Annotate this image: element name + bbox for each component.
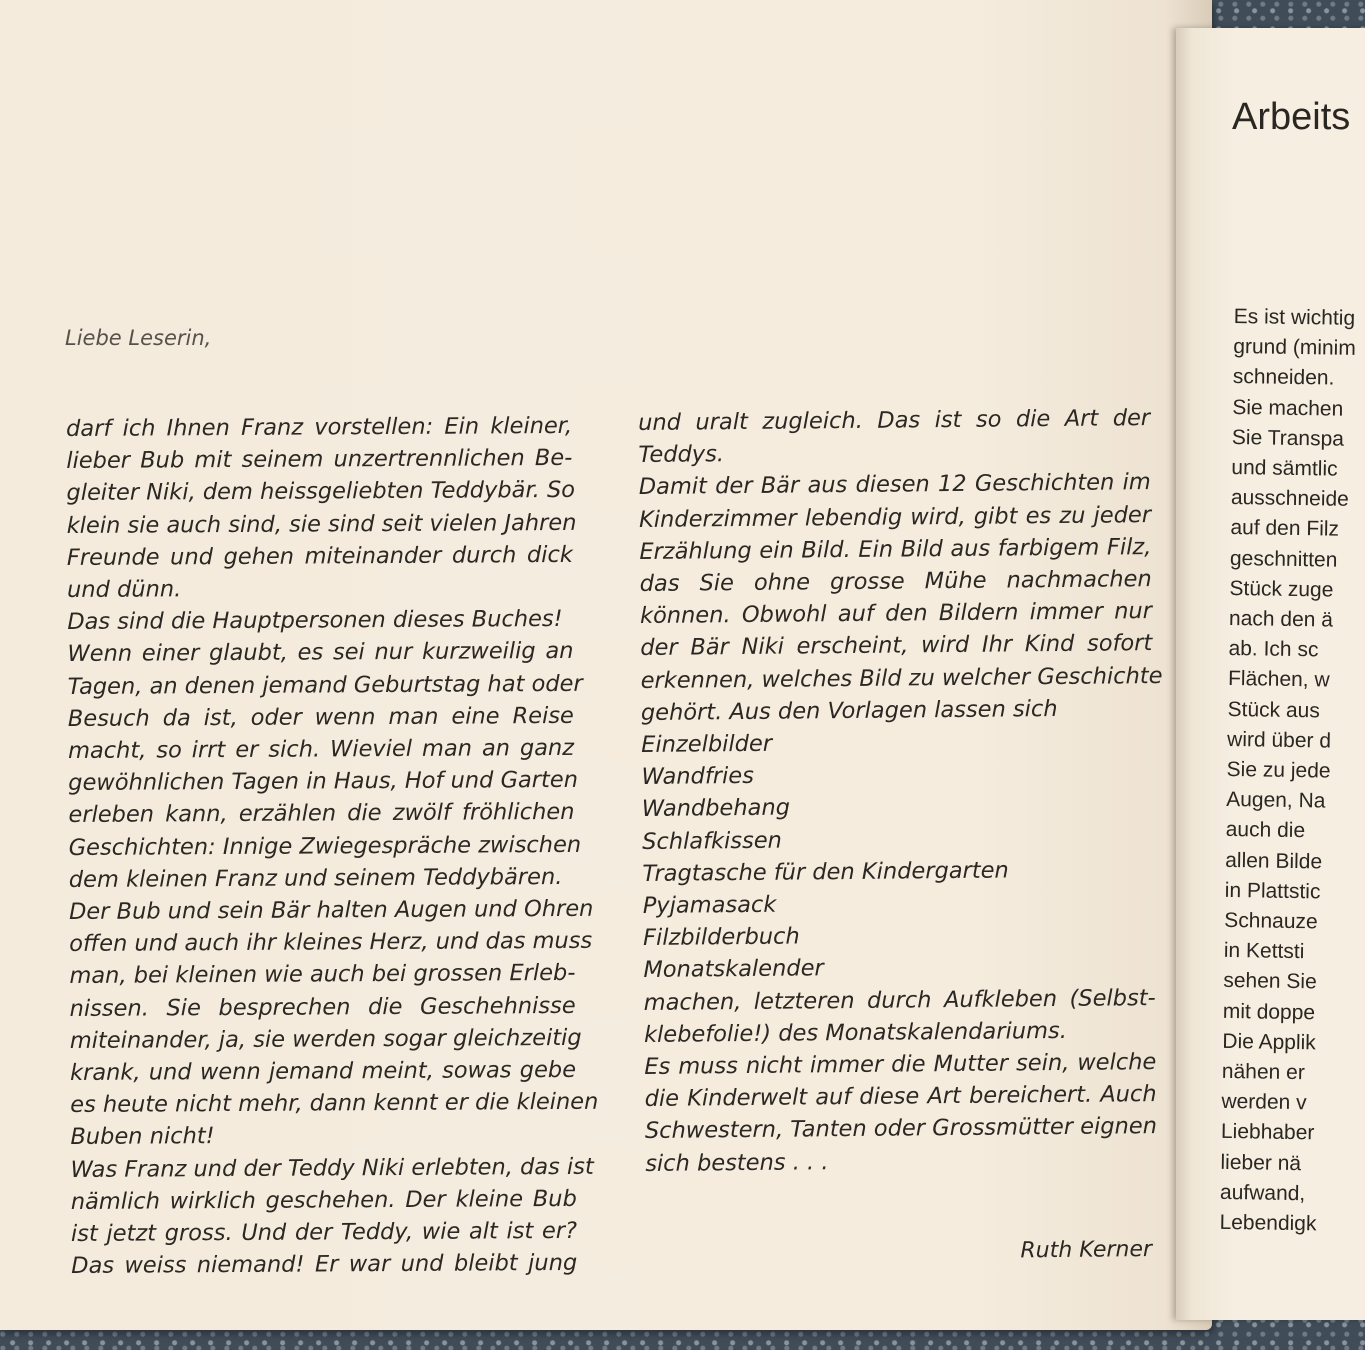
text-line: krank, und wenn jemand meint, sowas gebe — [69, 1056, 577, 1087]
text-line: Monatskalender — [643, 955, 824, 984]
text-line: und dünn. — [67, 576, 182, 604]
text-line: dem kleinen Franz und seinem Teddybären. — [68, 863, 563, 893]
text-line: das Sie ohne grosse Mühe nachmachen — [639, 566, 1152, 598]
text-line: werden v — [1221, 1090, 1307, 1115]
text-line: auf den Filz — [1230, 516, 1340, 542]
text-line: nach den ä — [1228, 606, 1334, 632]
text-line: Sie machen — [1232, 395, 1344, 421]
text-line: gehört. Aus den Vorlagen lassen sich — [640, 695, 1058, 726]
text-line: Tagen, an denen jemand Geburtstag hat oder — [67, 670, 583, 700]
salutation: Liebe Leserin, — [65, 326, 212, 350]
right-page-heading: Arbeits — [1232, 96, 1351, 138]
text-line: Wenn einer glaubt, es sei nur kurzweilig an — [67, 638, 574, 668]
text-line: können. Obwohl auf den Bildern immer nur — [639, 598, 1153, 630]
text-line: machen, letzteren durch Aufkleben (Selbst- — [643, 984, 1156, 1016]
text-line: erleben kann, erzählen die zwölf fröhlichen — [68, 799, 575, 829]
text-line: lieber Bub mit seinem unzertrennlichen Be- — [66, 445, 573, 475]
text-line: miteinander, ja, sie werden sogar gleichzeitig — [69, 1024, 582, 1054]
text-line: Lebendigk — [1219, 1210, 1317, 1236]
text-line: Kinderzimmer lebendig wird, gibt es zu jeder — [638, 501, 1152, 533]
text-line: Augen, Na — [1226, 788, 1326, 813]
text-line: es heute nicht mehr, dann kennt er die kleinen — [70, 1089, 599, 1119]
text-line: Flächen, w — [1227, 667, 1330, 692]
text-line: sehen Sie — [1223, 969, 1317, 994]
text-line: Filzbilderbuch — [642, 923, 800, 952]
text-line: Die Applik — [1222, 1029, 1316, 1055]
text-line: Sie zu jede — [1226, 757, 1331, 783]
text-line: Tragtasche für den Kindergarten — [642, 857, 1009, 887]
text-line: mit doppe — [1222, 999, 1316, 1025]
text-line: klein sie auch sind, sie sind seit vielen Jahren — [66, 509, 577, 539]
author-signature: Ruth Kerner — [1020, 1236, 1153, 1264]
text-line: in Plattstic — [1224, 878, 1321, 904]
text-line: Es muss nicht immer die Mutter sein, welche — [644, 1049, 1157, 1081]
text-line: Erzählung ein Bild. Ein Bild aus farbigem Filz, — [639, 533, 1152, 565]
text-line: Das weiss niemand! Er war und bleibt jung — [71, 1250, 578, 1280]
text-line: und uralt zugleich. Das ist so die Art der — [638, 405, 1151, 436]
text-line: Schnauze — [1224, 908, 1318, 934]
right-text-column — [1219, 302, 1356, 1240]
text-line: offen und auch ihr kleines Herz, und das muss — [69, 928, 593, 958]
text-line: Schlafkissen — [642, 827, 782, 855]
text-line: auch die — [1225, 818, 1306, 843]
text-line: wird über d — [1226, 727, 1332, 753]
text-line: in Kettsti — [1223, 939, 1305, 964]
text-line: Liebhaber — [1220, 1120, 1315, 1145]
text-line: Freunde und gehen miteinander durch dick — [66, 541, 573, 571]
text-line: Besuch da ist, oder wenn man eine Reise — [67, 702, 574, 732]
text-line: geschnitten — [1229, 546, 1338, 572]
text-line: Es ist wichtig — [1233, 304, 1356, 330]
text-line: die Kinderwelt auf diese Art bereichert. Auch — [644, 1081, 1157, 1113]
text-line: Das sind die Hauptpersonen dieses Buches! — [67, 606, 563, 636]
text-line: Was Franz und der Teddy Niki erlebten, das ist — [70, 1153, 594, 1183]
text-line: Der Bub und sein Bär halten Augen und Ohren — [68, 895, 594, 926]
text-line: man, bei kleinen wie auch bei grossen Erleb- — [69, 960, 576, 990]
text-line: Schwestern, Tanten oder Grossmütter eignen — [644, 1113, 1158, 1145]
text-line: nissen. Sie besprechen die Geschehnisse — [69, 992, 576, 1022]
text-line: grund (minim — [1233, 335, 1357, 361]
text-line: allen Bilde — [1225, 848, 1323, 874]
text-line: klebefolie!) des Monatskalendariums. — [643, 1017, 1067, 1048]
text-line: Stück zuge — [1229, 576, 1334, 602]
text-line: nämlich wirklich geschehen. Der kleine Bub — [70, 1185, 577, 1215]
text-line: gleiter Niki, dem heissgeliebten Teddybär. So — [66, 477, 576, 507]
text-line: ausschneide — [1230, 486, 1350, 512]
text-line: ab. Ich sc — [1228, 637, 1319, 662]
text-line: der Bär Niki erscheint, wird Ihr Kind sofort — [640, 630, 1153, 662]
text-line: darf ich Ihnen Franz vorstellen: Ein kleiner, — [66, 412, 573, 442]
text-line: und sämtlic — [1231, 455, 1338, 481]
left-text-column — [66, 410, 599, 1283]
text-line: nähen er — [1221, 1059, 1305, 1085]
text-line: ist jetzt gross. Und der Teddy, wie alt ist er? — [70, 1217, 578, 1248]
text-line: Stück aus — [1227, 697, 1320, 723]
text-line: Damit der Bär aus diesen 12 Geschichten im — [638, 469, 1151, 501]
text-line: Einzelbilder — [641, 730, 773, 759]
text-line: lieber nä — [1220, 1150, 1302, 1175]
text-line: Geschichten: Innige Zwiegespräche zwischen — [68, 831, 582, 861]
text-line: Sie Transpa — [1231, 425, 1345, 451]
text-line: Teddys. — [638, 441, 725, 469]
text-line: macht, so irrt er sich. Wieviel man an ganz — [67, 734, 575, 765]
text-line: schneiden. — [1232, 365, 1335, 390]
text-line: erkennen, welches Bild zu welcher Geschichte — [640, 662, 1163, 694]
text-line: Wandfries — [641, 763, 755, 791]
middle-text-column — [638, 402, 1163, 1180]
text-line: Wandbehang — [641, 794, 791, 823]
text-line: sich bestens . . . — [645, 1148, 829, 1177]
text-line: aufwand, — [1219, 1180, 1306, 1206]
text-line: Pyjamasack — [642, 891, 777, 920]
text-line: gewöhnlichen Tagen in Haus, Hof und Garten — [68, 767, 579, 797]
text-line: Buben nicht! — [70, 1123, 215, 1151]
